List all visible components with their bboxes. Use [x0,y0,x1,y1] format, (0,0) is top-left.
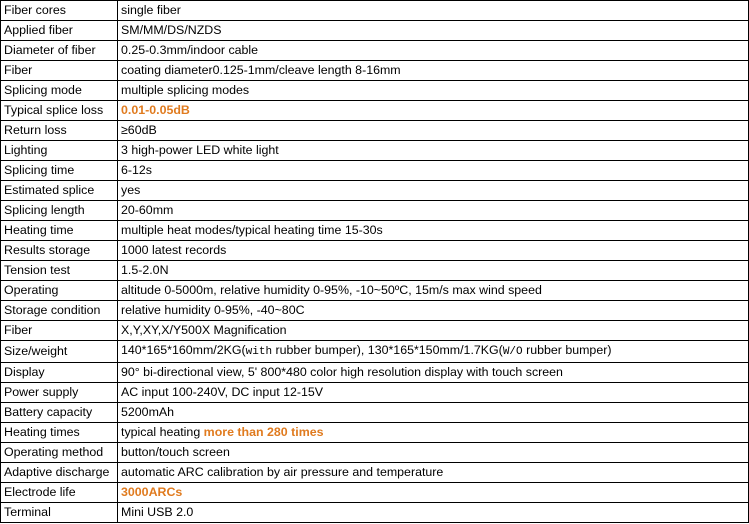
spec-label: Operating [1,281,118,301]
spec-value [118,363,749,383]
spec-value [118,201,749,221]
value-text: automatic ARC calibration by air pressure and temperature [121,465,444,479]
spec-label: Heating times [1,423,118,443]
value-text: 20-60mm [121,203,174,217]
spec-row [1,403,749,423]
spec-row [1,41,749,61]
spec-value [118,341,749,363]
spec-value [118,61,749,81]
spec-label: Lighting [1,141,118,161]
spec-value [118,261,749,281]
value-text: multiple heat modes/typical heating time 15-30s [121,223,383,237]
spec-label: Return loss [1,121,118,141]
spec-value [118,101,749,121]
value-text: rubber bumper), 130*165*150mm/1.7KG( [272,343,503,357]
spec-label: Terminal [1,503,118,523]
spec-row [1,1,749,21]
highlighted-value-text: 3000ARCs [121,485,183,499]
value-text: Mini USB 2.0 [121,505,194,519]
spec-row [1,321,749,341]
value-text: typical heating [121,425,204,439]
spec-row [1,301,749,321]
spec-row [1,463,749,483]
value-text: 1000 latest records [121,243,227,257]
value-text: yes [121,183,141,197]
highlighted-value-text: 0.01-0.05dB [121,103,190,117]
spec-row [1,281,749,301]
spec-value [118,503,749,523]
spec-label: Battery capacity [1,403,118,423]
spec-value [118,241,749,261]
value-text: AC input 100-240V, DC input 12-15V [121,385,324,399]
value-text: 1.5-2.0N [121,263,169,277]
spec-label: Results storage [1,241,118,261]
spec-label: Fiber cores [1,1,118,21]
value-text: 90° bi-directional view, 5' 800*480 color high resolution display with touch screen [121,365,563,379]
spec-label: Tension test [1,261,118,281]
spec-row [1,61,749,81]
spec-label: Power supply [1,383,118,403]
spec-row [1,21,749,41]
value-text: W/O [502,346,523,358]
spec-row [1,101,749,121]
spec-row [1,261,749,281]
spec-label: Storage condition [1,301,118,321]
spec-value [118,463,749,483]
value-text: coating diameter0.125-1mm/cleave length 8-16mm [121,63,401,77]
spec-label: Typical splice loss [1,101,118,121]
spec-table-body [1,1,749,523]
spec-value [118,483,749,503]
value-text: button/touch screen [121,445,230,459]
value-text: SM/MM/DS/NZDS [121,23,222,37]
spec-label: Adaptive discharge [1,463,118,483]
spec-value [118,383,749,403]
spec-value [118,423,749,443]
spec-row [1,181,749,201]
spec-value [118,443,749,463]
value-text: multiple splicing modes [121,83,250,97]
spec-row [1,483,749,503]
spec-row [1,221,749,241]
value-text: single fiber [121,3,181,17]
spec-row [1,341,749,363]
value-text: altitude 0-5000m, relative humidity 0-95%, -10~50ºC, 15m/s max wind speed [121,283,542,297]
spec-value [118,281,749,301]
spec-row [1,443,749,463]
spec-row [1,423,749,443]
spec-value [118,21,749,41]
value-text: ≥60dB [121,123,157,137]
spec-label: Splicing mode [1,81,118,101]
spec-label: Size/weight [1,341,118,363]
spec-value [118,81,749,101]
spec-row [1,503,749,523]
spec-value [118,221,749,241]
spec-row [1,81,749,101]
spec-value [118,41,749,61]
value-text: rubber bumper) [522,343,612,357]
value-text: 3 high-power LED white light [121,143,279,157]
spec-row [1,241,749,261]
spec-value [118,301,749,321]
spec-row [1,201,749,221]
spec-label: Heating time [1,221,118,241]
value-text: with [245,346,273,358]
value-text: X,Y,XY,X/Y500X Magnification [121,323,287,337]
spec-row [1,141,749,161]
value-text: 0.25-0.3mm/indoor cable [121,43,259,57]
value-text: relative humidity 0-95%, -40~80C [121,303,305,317]
spec-row [1,121,749,141]
spec-label: Fiber [1,321,118,341]
spec-label: Electrode life [1,483,118,503]
value-text: 6-12s [121,163,152,177]
spec-value [118,121,749,141]
spec-value [118,1,749,21]
spec-label: Splicing length [1,201,118,221]
spec-value [118,321,749,341]
spec-label: Applied fiber [1,21,118,41]
value-text: 140*165*160mm/2KG( [121,343,246,357]
spec-row [1,161,749,181]
spec-label: Diameter of fiber [1,41,118,61]
spec-label: Fiber [1,61,118,81]
spec-label: Splicing time [1,161,118,181]
spec-row [1,363,749,383]
value-text: 5200mAh [121,405,175,419]
spec-value [118,181,749,201]
highlighted-value-text: more than 280 times [203,425,324,439]
spec-value [118,161,749,181]
spec-value [118,141,749,161]
spec-label: Display [1,363,118,383]
spec-row [1,383,749,403]
spec-label: Estimated splice [1,181,118,201]
spec-value [118,403,749,423]
spec-label: Operating method [1,443,118,463]
